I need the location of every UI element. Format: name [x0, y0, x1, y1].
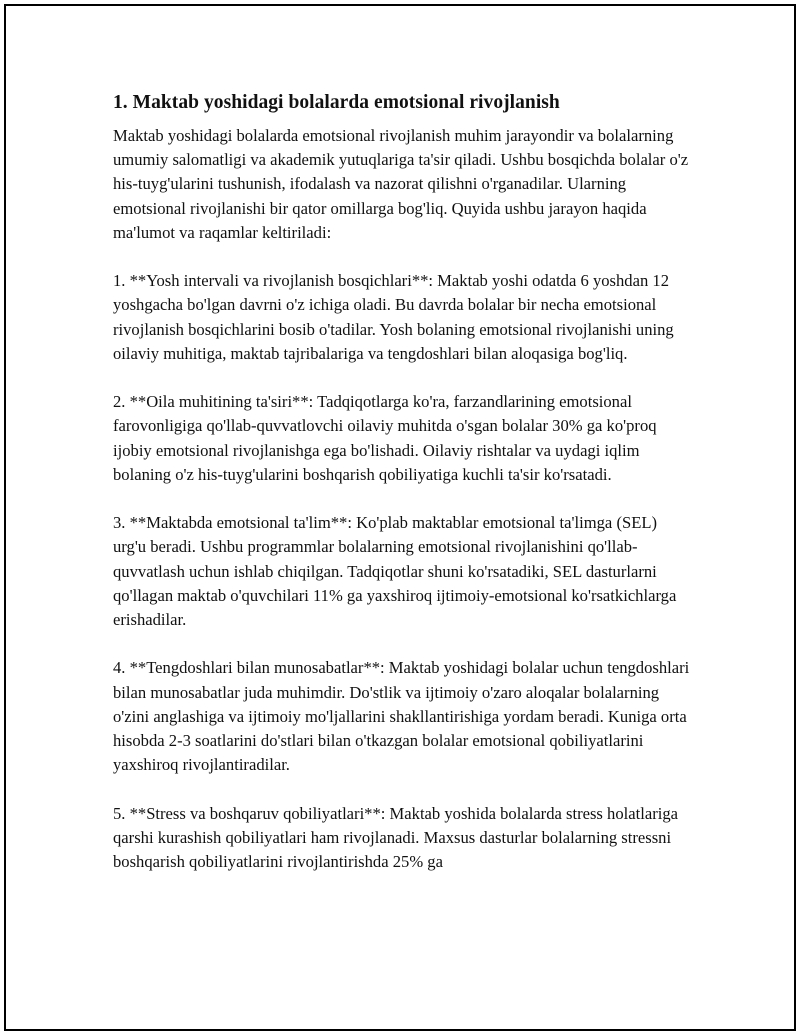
- paragraph-peer-relations: 4. **Tengdoshlari bilan munosabatlar**: Maktab yoshidagi bolalar uchun tengdoshlari bilan munosabatlar juda muhimdir. Do'stlik va ijtimoiy o'zaro aloqalar bolalarning o'zini anglashiga va ijtimoiy mo'ljallarini shakllantirishiga yordam beradi. Kuniga orta hisobda 2-3 soatlarini do'stlari bilan o'tkazgan bolalar emotsional qobiliyatlarini yaxshiroq rivojlantiradilar.: [113, 658, 690, 775]
- paragraph-family-environment: 2. **Oila muhitining ta'siri**: Tadqiqotlarga ko'ra, farzandlarining emotsional farovonligiga qo'llab-quvvatlovchi oilaviy muhitda o'sgan bolalar 30% ga ko'proq ijobiy emotsional rivojlanishga ega bo'lishadi. Oilaviy rishtalar va uydagi iqlim bolaning o'z his-tuyg'ularini boshqarish qobiliyatiga kuchli ta'sir ko'rsatadi.: [113, 392, 657, 484]
- document-body: [113, 90, 693, 898]
- document-title: 1. Maktab yoshidagi bolalarda emotsional rivojlanish: [113, 92, 560, 113]
- paragraph-intro: Maktab yoshidagi bolalarda emotsional rivojlanish muhim jarayondir va bolalarning umumiy salomatligi va akademik yutuqlariga ta'sir qiladi. Ushbu bosqichda bolalar o'z his-tuyg'ularini tushunish, ifodalash va nazorat qilishni o'rganadilar. Ularning emotsional rivojlanishi bir qator omillarga bog'liq. Quyida ushbu jarayon haqida ma'lumot va raqamlar keltiriladi:: [113, 126, 689, 242]
- paragraph-stress-management: 5. **Stress va boshqaruv qobiliyatlari**: Maktab yoshida bolalarda stress holatlariga qarshi kurashish qobiliyatlari ham rivojlanadi. Maxsus dasturlar bolalarning stressni boshqarish qobiliyatlarini rivojlantirishda 25% ga: [113, 803, 678, 872]
- paragraph-age-stages: 1. **Yosh intervali va rivojlanish bosqichlari**: Maktab yoshi odatda 6 yoshdan 12 yoshgacha bo'lgan davrni o'z ichiga oladi. Bu davrda bolalar bir necha emotsional rivojlanish bosqichlarini bosib o'tadilar. Yosh bolaning emotsional rivojlanishi uning oilaviy muhitiga, maktab tajribalariga va tengdoshlari bilan aloqasiga bog'liq.: [113, 271, 674, 363]
- paragraph-school-emotional-education: 3. **Maktabda emotsional ta'lim**: Ko'plab maktablar emotsional ta'limga (SEL) urg'u beradi. Ushbu programmlar bolalarning emotsional rivojlanishini qo'llab-quvvatlash uchun ishlab chiqilgan. Tadqiqotlar shuni ko'rsatadiki, SEL dasturlarni qo'llagan maktab o'quvchilari 11% ga yaxshiroq ijtimoiy-emotsional ko'rsatkichlarga erishadilar.: [113, 513, 677, 630]
